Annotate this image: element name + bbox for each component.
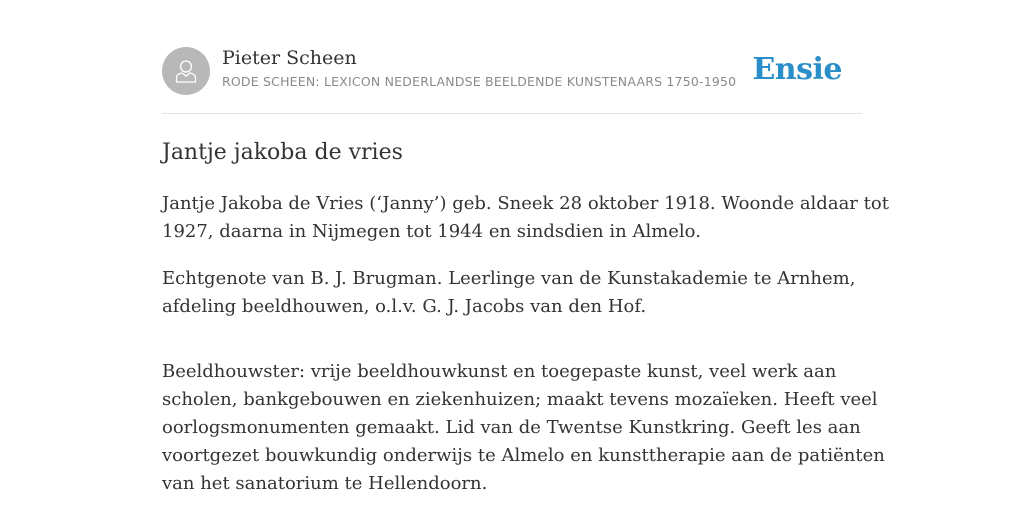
article-header bbox=[162, 46, 862, 96]
paragraph-line: scholen, bankgebouwen en ziekenhuizen; maakt tevens mozaïeken. Heeft veel bbox=[162, 389, 878, 410]
paragraph-line: voortgezet bouwkundig onderwijs te Almelo en kunsttherapie aan de patiënten bbox=[162, 445, 885, 466]
user-avatar-icon[interactable] bbox=[162, 47, 210, 95]
paragraph-2 bbox=[162, 265, 862, 321]
article-body bbox=[162, 190, 889, 517]
paragraph-line: 1927, daarna in Nijmegen tot 1944 en sindsdien in Almelo. bbox=[162, 221, 701, 242]
paragraph-3 bbox=[162, 358, 885, 498]
paragraph-line: oorlogsmonumenten gemaakt. Lid van de Twentse Kunstkring. Geeft les aan bbox=[162, 417, 861, 438]
header-divider bbox=[162, 113, 862, 114]
paragraph-line: Jantje Jakoba de Vries (‘Janny’) geb. Sneek 28 oktober 1918. Woonde aldaar tot bbox=[162, 193, 889, 214]
person-outline-icon bbox=[171, 56, 201, 86]
article-title: Jantje jakoba de vries bbox=[162, 140, 403, 165]
paragraph-line: Echtgenote van B. J. Brugman. Leerlinge van de Kunstakademie te Arnhem, bbox=[162, 268, 856, 289]
paragraph-line: van het sanatorium te Hellendoorn. bbox=[162, 473, 488, 494]
author-name[interactable]: Pieter Scheen bbox=[222, 47, 357, 69]
paragraph-line: afdeling beeldhouwen, o.l.v. G. J. Jacobs van den Hof. bbox=[162, 296, 647, 317]
paragraph-1 bbox=[162, 190, 889, 246]
ensie-logo[interactable]: Ensie bbox=[752, 52, 842, 87]
paragraph-line: Beeldhouwster: vrije beeldhouwkunst en toegepaste kunst, veel werk aan bbox=[162, 361, 837, 382]
source-title[interactable]: RODE SCHEEN: LEXICON NEDERLANDSE BEELDENDE KUNSTENAARS 1750-1950 bbox=[222, 74, 737, 89]
